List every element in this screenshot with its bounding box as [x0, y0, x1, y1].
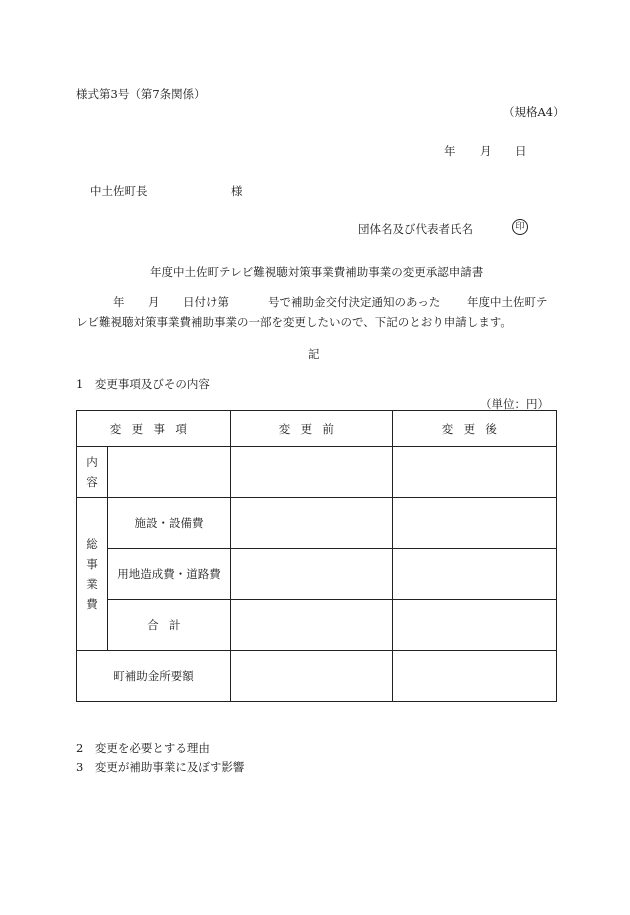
- table-row: [77, 447, 557, 498]
- body-line-2: レビ難視聴対策事業費補助事業の一部を変更したいので、下記のとおり申請します。: [76, 315, 512, 329]
- unit-note: （単位：円）: [480, 397, 549, 411]
- body-program-start: 年度中土佐町テ: [467, 295, 548, 309]
- addressee-honorific: 様: [231, 184, 243, 198]
- section-3-heading: 3 変更が補助事業に及ぼす影響: [76, 760, 245, 774]
- change-details-table: [76, 410, 557, 702]
- land-road-before-cell: [231, 549, 393, 600]
- subsidy-before-cell: [231, 651, 393, 702]
- document-title: 年度中土佐町テレビ難視聴対策事業費補助事業の変更承認申請書: [150, 265, 484, 279]
- date-year: 年: [444, 144, 456, 158]
- section-1-heading: 1 変更事項及びその内容: [76, 377, 210, 391]
- addressee-name: 中土佐町長: [90, 184, 148, 198]
- row-total: 合計: [108, 600, 231, 651]
- content-before-cell: [231, 447, 393, 498]
- facility-before-cell: [231, 498, 393, 549]
- facility-after-cell: [393, 498, 557, 549]
- row-facility-cost: 施設・設備費: [108, 498, 231, 549]
- body-month: 月: [148, 295, 160, 309]
- body-year: 年: [113, 295, 125, 309]
- content-cell: [108, 447, 231, 498]
- ki-label: 記: [308, 347, 320, 361]
- subsidy-label: 町補助金所要額: [77, 651, 231, 702]
- content-after-cell: [393, 447, 557, 498]
- table-row: [77, 651, 557, 702]
- section-2-heading: 2 変更を必要とする理由: [76, 741, 210, 755]
- body-dated: 日付け第: [183, 295, 229, 309]
- date-month: 月: [480, 144, 492, 158]
- subsidy-after-cell: [393, 651, 557, 702]
- date-day: 日: [515, 144, 527, 158]
- content-label: 内容: [77, 447, 108, 498]
- row-land-road-cost: 用地造成費・道路費: [108, 549, 231, 600]
- applicant-label: 団体名及び代表者氏名: [358, 222, 473, 236]
- total-before-cell: [231, 600, 393, 651]
- header-change-item: 変更事項: [77, 411, 231, 447]
- paper-size-note: （規格A4）: [503, 105, 565, 119]
- body-text: 号で補助金交付決定通知のあった: [268, 295, 441, 309]
- table-row: [77, 498, 557, 549]
- total-after-cell: [393, 600, 557, 651]
- land-road-after-cell: [393, 549, 557, 600]
- header-before: 変更前: [231, 411, 393, 447]
- seal-icon: 印: [512, 219, 528, 235]
- header-after: 変更後: [393, 411, 557, 447]
- total-cost-label: 総事業費: [77, 498, 108, 651]
- table-row: [77, 549, 557, 600]
- table-row: [77, 600, 557, 651]
- form-number: 様式第3号（第7条関係）: [76, 87, 206, 101]
